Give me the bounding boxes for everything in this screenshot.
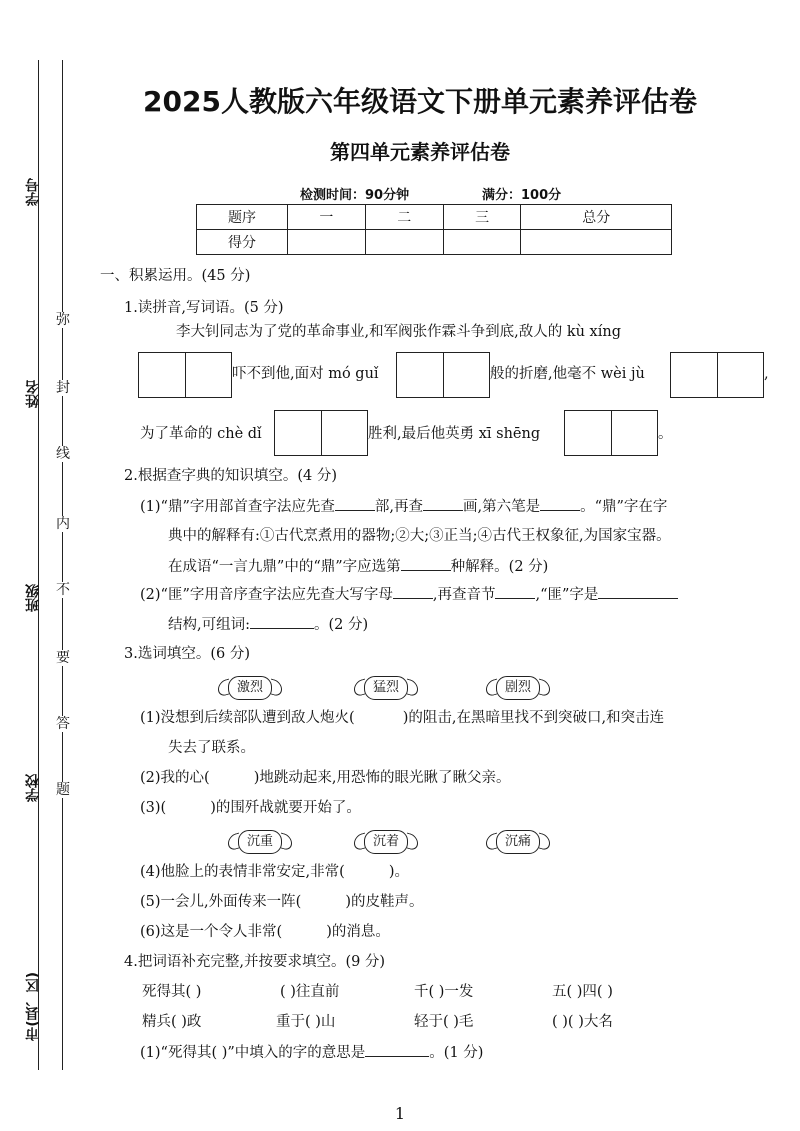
answer-blank[interactable]: [401, 556, 451, 571]
q3-text: )的阻击,在黑暗里找不到突破口,和突击连: [402, 710, 665, 726]
word-option-candy: 沉重: [238, 830, 282, 854]
q1-seg-a: 吓不到他,面对 mó guǐ: [232, 366, 379, 382]
school-label: 学校: [25, 774, 41, 802]
score-table-header: 三: [443, 205, 521, 230]
idiom-item: 五( )四( ): [552, 984, 613, 1000]
q2-line5: [168, 614, 368, 635]
q2-text: 在成语“一言九鼎”中的“鼎”字应选第: [168, 559, 401, 575]
idiom-item: ( )( )大名: [552, 1014, 613, 1030]
q3-sentence: [140, 708, 664, 728]
word-option-candy: 猛烈: [364, 676, 408, 700]
q2-text: 种解释。(2 分): [450, 559, 549, 575]
q3-text: (3)(: [140, 800, 167, 816]
q4-sub1: [140, 1042, 483, 1063]
q1-line1: 李大钊同志为了党的革命事业,和军阀张作霖斗争到底,敌人的 kù xíng: [176, 324, 621, 340]
name-label: 姓名: [25, 380, 41, 408]
q3-text: )。: [388, 864, 409, 880]
q4-title: 4.把词语补充完整,并按要求填空。(9 分): [124, 954, 386, 970]
q3-text: (5)一会儿,外面传来一阵(: [140, 894, 302, 910]
q2-line3: [168, 556, 548, 577]
seal-char: 线: [56, 446, 70, 462]
q3-text: (2)我的心(: [140, 770, 210, 786]
answer-blank[interactable]: [495, 584, 535, 599]
word-option-candy: 沉痛: [496, 830, 540, 854]
idiom-item: 千( )一发: [414, 984, 474, 1000]
score-row-label: 得分: [197, 230, 288, 255]
city-label: 市(县、区): [25, 972, 41, 1041]
answer-blank[interactable]: [250, 614, 314, 629]
student-id-label: 学号: [25, 178, 41, 206]
score-cell[interactable]: [365, 230, 443, 255]
answer-grid-kuxing[interactable]: [138, 352, 232, 398]
score-cell[interactable]: [443, 230, 521, 255]
seal-char: 题: [56, 782, 70, 798]
score-table-header: 一: [288, 205, 366, 230]
seal-char: 不: [56, 582, 70, 598]
q4-text: (1)“死得其( )”中填入的字的意思是: [140, 1045, 366, 1061]
q3-text: )的围歼战就要开始了。: [210, 800, 361, 816]
q2-text: 。“鼎”字在字: [580, 499, 668, 515]
seal-char: 内: [56, 516, 70, 532]
q2-text: 部,再查: [374, 499, 423, 515]
answer-grid-weiju[interactable]: [670, 352, 764, 398]
idiom-item: 精兵( )政: [142, 1014, 202, 1030]
score-table: [196, 204, 672, 255]
word-option-candy: 剧烈: [496, 676, 540, 700]
answer-blank[interactable]: [365, 1042, 429, 1057]
answer-blank[interactable]: [335, 496, 375, 511]
word-option-candy: 沉着: [364, 830, 408, 854]
exam-time: 检测时间：90分钟: [300, 188, 410, 203]
q2-line2: 典中的解释有:①古代烹煮用的器物;②大;③正当;④古代王权象征,为国家宝器。: [168, 528, 671, 544]
q2-line4: [140, 584, 678, 605]
q2-line1: [140, 496, 667, 517]
page-title: 2025人教版六年级语文下册单元素养评估卷: [143, 85, 697, 118]
q2-text: 画,第六笔是: [462, 499, 541, 515]
idiom-item: 死得其( ): [142, 984, 202, 1000]
answer-blank[interactable]: [598, 584, 678, 599]
class-label: 班级: [25, 584, 41, 612]
q3-title: 3.选词填空。(6 分): [124, 646, 250, 662]
q1-seg-b: 般的折磨,他毫不 wèi jù: [490, 366, 645, 382]
q1-seg-f: 。: [658, 426, 673, 442]
score-table-header: 二: [365, 205, 443, 230]
q3-sentence-cont: 失去了联系。: [168, 740, 255, 756]
score-cell[interactable]: [288, 230, 366, 255]
section-heading: 一、积累运用。(45 分): [100, 268, 251, 284]
q3-text: )的皮鞋声。: [345, 894, 424, 910]
answer-grid-xisheng[interactable]: [564, 410, 658, 456]
q1-title: 1.读拼音,写词语。(5 分): [124, 300, 284, 316]
q2-text: 。(2 分): [314, 617, 369, 633]
q3-text: (6)这是一个令人非常(: [140, 924, 283, 940]
q3-sentence: [140, 892, 423, 912]
q3-sentence: [140, 768, 510, 788]
score-table-header: 总分: [521, 205, 672, 230]
seal-char: 弥: [56, 312, 70, 328]
q2-title: 2.根据查字典的知识填空。(4 分): [124, 468, 337, 484]
answer-blank[interactable]: [423, 496, 463, 511]
idiom-item: ( )往直前: [280, 984, 340, 1000]
q3-sentence: [140, 798, 361, 818]
idiom-item: 轻于( )毛: [414, 1014, 474, 1030]
idiom-item: 重于( )山: [276, 1014, 336, 1030]
answer-blank[interactable]: [540, 496, 580, 511]
page-subtitle: 第四单元素养评估卷: [330, 140, 510, 164]
q3-text: )的消息。: [326, 924, 390, 940]
q3-sentence: [140, 922, 390, 942]
q3-sentence: [140, 862, 409, 882]
q3-text: (4)他脸上的表情非常安定,非常(: [140, 864, 345, 880]
q2-text: (2)“匪”字用音序查字法应先查大写字母: [140, 587, 393, 603]
q2-text: 结构,可组词:: [168, 617, 250, 633]
q3-text: (1)没想到后续部队遭到敌人炮火(: [140, 710, 355, 726]
seal-char: 封: [56, 380, 70, 396]
word-option-candy: 激烈: [228, 676, 272, 700]
q2-text: ,“匪”字是: [535, 587, 599, 603]
q4-text: 。(1 分): [429, 1045, 484, 1061]
q3-text: )地跳动起来,用恐怖的眼光瞅了瞅父亲。: [253, 770, 511, 786]
seal-char: 要: [56, 650, 70, 666]
answer-blank[interactable]: [393, 584, 433, 599]
answer-grid-chedi[interactable]: [274, 410, 368, 456]
q2-text: ,再查音节: [432, 587, 496, 603]
seal-char: 答: [56, 716, 70, 732]
full-score: 满分：100分: [482, 188, 562, 203]
answer-grid-mogui[interactable]: [396, 352, 490, 398]
q1-seg-c: ,: [764, 366, 769, 382]
score-table-header: 题序: [197, 205, 288, 230]
q2-text: (1)“鼎”字用部首查字法应先查: [140, 499, 335, 515]
q1-seg-e: 胜利,最后他英勇 xī shēng: [368, 426, 541, 442]
score-cell[interactable]: [521, 230, 672, 255]
q1-seg-d: 为了革命的 chè dǐ: [140, 426, 262, 442]
page-number: 1: [394, 1104, 406, 1123]
